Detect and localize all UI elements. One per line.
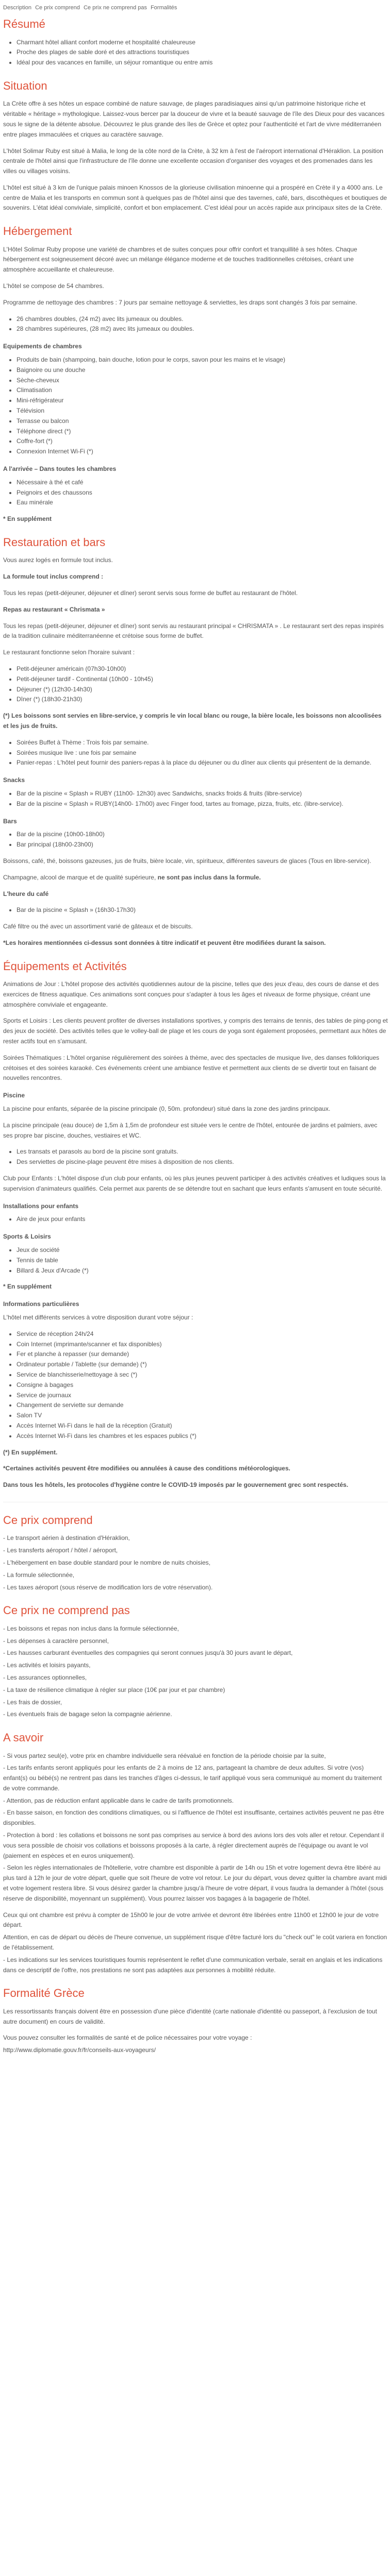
- sports-list: [3, 1245, 388, 1276]
- list-item: • Charmant hôtel alliant confort moderne et hospitalité chaleureuse: [17, 38, 388, 48]
- list-item: • Des serviettes de piscine-plage peuvent être mises à disposition de nos clients.: [17, 1157, 388, 1167]
- activites-paragraph: Sports et Loisirs : Les clients peuvent profiter de diverses installations sportives, y compris des terrains de tennis, des tables de ping-pong et des jeux de société. Des activités telles que le volley-ball de plage et les cours de yoga sont également proposées, permettant aux hôtes de rester actifs tout en s'amusant.: [3, 1017, 388, 1045]
- situation-paragraph: L'hôtel est situé à 3 km de l'unique palais minoen Knossos de la glorieuse civilisation minoenne qui a prospéré en Crète il y a 4000 ans. Le centre de Malia et les transports en commun sont à quelques pas de l'hôtel ainsi que des tavernes, café, bars, discothèques et boutiques de souvenirs. L'état idéal conviviale, simplicité, confort et bon emplacement. C'est idéal pour un accès rapide aux principaux sites de la Crète.: [3, 183, 387, 212]
- list-item: • Salon TV: [17, 1411, 388, 1421]
- supplement-note: * En supplément: [3, 1283, 52, 1291]
- restauration-paragraph: Café filtre ou thé avec un assortiment varié de gâteaux et de biscuits.: [3, 923, 193, 930]
- restauration-paragraph: Boissons, café, thé, boissons gazeuses, jus de fruits, bière locale, vin, spiritueux, différentes saveurs de glaces (Tous en libre-service).: [3, 857, 371, 865]
- enfants-list: [3, 1214, 388, 1225]
- activites-paragraph: Club pour Enfants : L'hôtel dispose d'un club pour enfants, où les plus jeunes peuvent participer à des activités créatives et ludiques sous la supervision d'animateurs qualifiés. Cela permet aux parents de se détendre tout en sachant que leurs enfants s'amusent en toute sécurité.: [3, 1175, 386, 1192]
- ne-comprend-line: - Les frais de dossier,: [3, 1698, 62, 1706]
- a-savoir-line: - En basse saison, en fonction des conditions climatiques, ou si l'affluence de l'hôtel est insuffisante, certaines activités peuvent ne pas être disponibles.: [3, 1809, 384, 1827]
- comprend-line: - L'hébergement en base double standard pour le nombre de nuits choisies,: [3, 1558, 210, 1566]
- restauration-paragraph: Vous aurez logés en formule tout inclus.: [3, 556, 113, 564]
- a-savoir-line: - Si vous partez seul(e), votre prix en chambre individuelle sera réévalué en fonction de la période choisie par la suite,: [3, 1752, 326, 1759]
- list-item: • Fer et planche à repasser (sur demande): [17, 1349, 388, 1360]
- cafe-list: [3, 905, 388, 916]
- list-item: • Connexion Internet Wi-Fi (*): [17, 447, 388, 457]
- activites-paragraph: L'hôtel met différents services à votre disposition durant votre séjour :: [3, 1314, 193, 1321]
- comprend-title: Ce prix comprend: [3, 1513, 93, 1527]
- vin-note: (*) Les boissons sont servies en libre-service, y compris le vin local blanc ou rouge, la bière locale, les boissons non alcoolisées et les jus de fruits.: [3, 712, 382, 730]
- ne-comprend-line: - Les activités et loisirs payants,: [3, 1662, 91, 1669]
- formalite-paragraph: Vous pouvez consulter les formalités de santé et de police nécessaires pour votre voyage :: [3, 2034, 252, 2042]
- list-item: • Bar de la piscine « Splash » RUBY (11h00- 12h30) avec Sandwichs, snacks froids & fruits (libre-service): [17, 789, 388, 799]
- a-savoir-title: A savoir: [3, 1731, 44, 1744]
- situation-paragraph: L'hôtel Solimar Ruby est situé à Malia, le long de la côte nord de la Crète, à 32 km à l'est de l'aéroport international d'Héraklion. La position centrale de l'hôtel ainsi que l'infrastructure de l'île donne une excellente occasion d'organiser des voyages et des promenades dans les villes ou villages voisins.: [3, 147, 383, 175]
- list-item: • Bar de la piscine « Splash » RUBY(14h00- 17h00) avec Finger food, tartes au fromage, pizza, fruits, etc. (libre-service).: [17, 799, 388, 809]
- list-item: • Proche des plages de sable doré et des attractions touristiques: [17, 47, 388, 58]
- ne-comprend-line: - Les hausses carburant éventuelles des compagnies qui seront connues jusqu'à 30 jours avant le départ,: [3, 1649, 293, 1657]
- list-item: • Panier-repas : L'hôtel peut fournir des paniers-repas à la place du déjeuner ou du dîner aux clients qui présentent de la demande.: [17, 758, 388, 768]
- enfants-heading: Installations pour enfants: [3, 1202, 79, 1210]
- list-item: • Tennis de table: [17, 1256, 388, 1266]
- piscine-heading: Piscine: [3, 1092, 25, 1099]
- restauration-title: Restauration et bars: [3, 536, 106, 549]
- ne-comprend-line: - Les boissons et repas non inclus dans la formule sélectionnée,: [3, 1624, 179, 1632]
- list-item: • 26 chambres doubles, (24 m2) avec lits jumeaux ou doubles.: [17, 314, 388, 325]
- list-item: • Service de journaux: [17, 1391, 388, 1401]
- infos-heading: Informations particulières: [3, 1300, 79, 1308]
- comprend-line: - Les transferts aéroport / hôtel / aéroport,: [3, 1547, 118, 1554]
- restauration-paragraph: Le restaurant fonctionne selon l'horaire suivant :: [3, 649, 135, 656]
- comprend-line: - Les taxes aéroport (sous réserve de modification lors de votre réservation).: [3, 1583, 213, 1591]
- ne-comprend-line: - Les assurances optionnelles,: [3, 1673, 87, 1681]
- activites-paragraph: La piscine principale (eau douce) de 1,5m à 1,5m de profondeur est située vers le centre de l'hôtel, entourée de jardins et palmiers, avec ses propre bar piscine, douches, vestiaires et WC.: [3, 1121, 378, 1139]
- list-item: • Bar de la piscine (10h00-18h00): [17, 829, 388, 840]
- horaires-list: [3, 664, 388, 705]
- tab-bar: [3, 3, 388, 12]
- activites-title: Équipements et Activités: [3, 959, 127, 973]
- formalite-link[interactable]: http://www.diplomatie.gouv.fr/fr/conseils-aux-voyageurs/: [3, 2046, 156, 2054]
- restauration-paragraph: Tous les repas (petit-déjeuner, déjeuner et dîner) sont servis au restaurant principal « CHRISMATA » . Le restaurant sert des repas inspirés de la tradition culinaire méditerranéenne et crétoise sous forme de buffet.: [3, 622, 384, 640]
- list-item: • Téléphone direct (*): [17, 427, 388, 437]
- list-item: • Produits de bain (shampoing, bain douche, lotion pour le corps, savon pour les mains et le visage): [17, 355, 388, 365]
- bars-list: [3, 829, 388, 850]
- restauration-paragraph: Tous les repas (petit-déjeuner, déjeuner et dîner) seront servis sous forme de buffet au restaurant de l'hôtel.: [3, 589, 298, 597]
- list-item: • Climatisation: [17, 385, 388, 396]
- list-item: • Soirées Buffet à Thème : Trois fois par semaine.: [17, 738, 388, 748]
- list-item: • Bar de la piscine « Splash » (16h30-17h30): [17, 905, 388, 916]
- resume-title: Résumé: [3, 18, 45, 31]
- meteo-warning: *Certaines activités peuvent être modifiées ou annulées à cause des conditions météorologiques.: [3, 1465, 290, 1472]
- equipements-heading: Equipements de chambres: [3, 343, 82, 350]
- situation-title: Situation: [3, 79, 47, 92]
- bars-heading: Bars: [3, 817, 17, 825]
- situation-paragraph: La Crète offre à ses hôtes un espace combiné de nature sauvage, de plages paradisiaques ainsi qu'un patrimoine historique riche et véritable « héritage » mythologique. Laissez-vous bercer par la douceur de vivre et la beauté sauvage de l'île des Dieux pour des vacances sous le signe de la détente absolue. Découvrez le plus grande des îles de Grèce et optez pour l'authenticité et l'art de vivre méditerranéen entre plages immaculées et criques au caractère sauvage.: [3, 100, 385, 138]
- comprend-line: - La formule sélectionnée,: [3, 1571, 75, 1579]
- supplement-note: * En supplément: [3, 515, 52, 523]
- list-item: • Accès Internet Wi-Fi dans le hall de la réception (Gratuit): [17, 1421, 388, 1431]
- hebergement-title: Hébergement: [3, 225, 72, 238]
- list-item: • Eau minérale: [17, 498, 388, 508]
- list-item: • Baignoire ou une douche: [17, 365, 388, 376]
- arrivee-heading: A l'arrivée – Dans toutes les chambres: [3, 465, 117, 473]
- list-item: • Changement de serviette sur demande: [17, 1400, 388, 1411]
- formule-label: La formule tout inclus comprend :: [3, 573, 104, 581]
- list-item: • Jeux de société: [17, 1245, 388, 1256]
- list-item: • Dîner (*) (18h30-21h30): [17, 694, 388, 705]
- hebergement-paragraph: Programme de nettoyage des chambres : 7 jours par semaine nettoyage & serviettes, les draps sont changés 3 fois par semaine.: [3, 298, 357, 306]
- sports-heading: Sports & Loisirs: [3, 1233, 51, 1241]
- ne-comprend-line: - Les éventuels frais de bagage selon la compagnie aérienne.: [3, 1710, 172, 1718]
- restauration-paragraph: Champagne, alcool de marque et de qualité supérieure, ne sont pas inclus dans la formule.: [3, 873, 261, 881]
- list-item: • Mini-réfrigérateur: [17, 396, 388, 406]
- covid-warning: Dans tous les hôtels, les protocoles d'hygiène contre le COVID-19 imposés par le gouvernement grec sont respectés.: [3, 1481, 349, 1489]
- snacks-list: [3, 789, 388, 809]
- a-savoir-line: - Les tarifs enfants seront appliqués pour les enfants de 2 à moins de 12 ans, partageant la chambre de deux adultes. Si votre (vos) enfant(s) ou bébé(s) ne rentrent pas dans les tranches d'âges ci-dessus, le tarif appliqué vous sera communiqué au moment du traitement de votre commande.: [3, 1764, 382, 1792]
- list-item: • Service de réception 24h/24: [17, 1329, 388, 1340]
- formalite-title: Formalité Grèce: [3, 1987, 85, 2000]
- list-item: • Déjeuner (*) (12h30-14h30): [17, 685, 388, 695]
- a-savoir-line: Attention, en cas de départ ou décès de l'heure convenue, un supplément risque d'être facturé lors du "check out" le coût variera en fonction de l'établissement.: [3, 1934, 387, 1952]
- list-item: • Soirées musique live : une fois par semaine: [17, 748, 388, 758]
- list-item: • Petit-déjeuner américain (07h30-10h00): [17, 664, 388, 674]
- list-item: • Billard & Jeux d'Arcade (*): [17, 1266, 388, 1276]
- cafe-label: L'heure du café: [3, 890, 49, 897]
- a-savoir-line: - Protection à bord : les collations et boissons ne sont pas comprises au service à bord des avions lors des vols aller et retour. Cependant il vous sera possible de choisir vos collations et boissons proposés à la carte, à régler directement auprès de l'équipage ou avant le vol (paiement en espèces et en euros uniquement).: [3, 1832, 384, 1859]
- supplement-note: (*) En supplément.: [3, 1448, 58, 1456]
- ne-comprend-line: - La taxe de résilience climatique à régler sur place (10€ par jour et par chambre): [3, 1686, 225, 1693]
- a-savoir-line: Ceux qui ont chambre est prévu à compter de 15h00 le jour de votre arrivée et devront être libérées entre 11h00 et 12h00 le jour de votre départ.: [3, 1911, 379, 1929]
- list-item: • Coffre-fort (*): [17, 436, 388, 447]
- list-item: • Bar principal (18h00-23h00): [17, 840, 388, 850]
- list-item: • Ordinateur portable / Tablette (sur demande) (*): [17, 1360, 388, 1370]
- services-list: [3, 1329, 388, 1442]
- activites-paragraph: Soirées Thématiques : L'hôtel organise régulièrement des soirées à thème, avec des spectacles de musique live, des danses folkloriques crétoises et des soirées karaoké. Ces événements créent une ambiance festive et permettent aux clients de se divertir tout en faisant de nouvelles rencontres.: [3, 1054, 380, 1082]
- list-item: • 28 chambres supérieures, (28 m2) avec lits jumeaux ou doubles.: [17, 324, 388, 334]
- list-item: • Télévision: [17, 406, 388, 416]
- piscine-list: [3, 1147, 388, 1167]
- snacks-heading: Snacks: [3, 776, 25, 784]
- rooms-list: [3, 314, 388, 335]
- list-item: • Terrasse ou balcon: [17, 416, 388, 427]
- ne-comprend-line: - Les dépenses à caractère personnel,: [3, 1637, 109, 1645]
- horaires-note: *Les horaires mentionnées ci-dessus sont données à titre indicatif et peuvent être modifiées durant la saison.: [3, 939, 326, 946]
- hebergement-paragraph: L'Hôtel Solimar Ruby propose une variété de chambres et de suites conçues pour offrir confort et tranquillité à ses hôtes. Chaque hébergement est soigneusement décoré avec un mélange élégance moderne et de touches traditionnelles crétoises, créant une atmosphère accueillante et chaleureuse.: [3, 245, 357, 274]
- comprend-line: - Le transport aérien à destination d'Héraklion,: [3, 1534, 130, 1542]
- list-item: • Consigne à bagages: [17, 1380, 388, 1391]
- arrivee-list: [3, 478, 388, 508]
- list-item: • Nécessaire à thé et café: [17, 478, 388, 488]
- a-savoir-line: - Attention, pas de réduction enfant applicable dans le cadre de tarifs promotionnels.: [3, 1797, 234, 1804]
- tab-ce-prix-comprend[interactable]: Ce prix comprend: [35, 5, 80, 11]
- hebergement-paragraph: L'hôtel se compose de 54 chambres.: [3, 282, 104, 290]
- list-item: • Les transats et parasols au bord de la piscine sont gratuits.: [17, 1147, 388, 1157]
- list-item: • Coin Internet (imprimante/scanner et fax disponibles): [17, 1340, 388, 1350]
- list-item: • Peignoirs et des chaussons: [17, 488, 388, 498]
- soirees-list: [3, 738, 388, 768]
- resume-list: [3, 38, 388, 68]
- a-savoir-line: - Les indications sur les services touristiques fournis représentent le reflet d'une communication verbale, serait en anglais et les indications dans ce descriptif de l'offre, nos prestations ne sont pas adaptées aux personnes à mobilité réduite.: [3, 1956, 383, 1974]
- list-item: • Petit-déjeuner tardif - Continental (10h00 - 10h45): [17, 674, 388, 685]
- a-savoir-line: - Selon les règles internationales de l'hôtellerie, votre chambre est disponible à partir de 14h ou 15h et votre logement devra être libéré au plus tard à 12h le jour de votre départ, quelle que soit l'heure de votre vol retour. Le jour du départ, vous devez quitter la chambre avant midi et votre logement restera libre. Si vous désirez garder la chambre jusqu'à l'heure de votre départ, il vous faudra la demander à l'hôtel (sous réserve de disponibilité, moyennant un supplément). Vous pourrez laisser vos bagages à la bagagerie de l'hôtel.: [3, 1864, 387, 1902]
- formalite-paragraph: Les ressortissants français doivent être en possession d'une pièce d'identité (carte nationale d'identité ou passeport, à l'exclusion de tout autre document) en cours de validité.: [3, 2007, 377, 2025]
- equipements-list: [3, 355, 388, 457]
- activites-paragraph: La piscine pour enfants, séparée de la piscine principale (0, 50m. profondeur) situé dans la zone des jardins principaux.: [3, 1105, 331, 1113]
- list-item: • Accès Internet Wi-Fi dans les chambres et les espaces publics (*): [17, 1431, 388, 1442]
- list-item: • Service de blanchisserie/nettoyage à sec (*): [17, 1370, 388, 1380]
- tab-formalites[interactable]: Formalités: [150, 5, 177, 11]
- repas-label: Repas au restaurant « Chrismata »: [3, 605, 105, 613]
- list-item: • Idéal pour des vacances en famille, un séjour romantique ou entre amis: [17, 58, 388, 68]
- list-item: • Sèche-cheveux: [17, 376, 388, 386]
- ne-comprend-title: Ce prix ne comprend pas: [3, 1604, 130, 1617]
- tab-ce-prix-ne-comprend-pas[interactable]: Ce prix ne comprend pas: [83, 5, 147, 11]
- activites-paragraph: Animations de Jour : L'hôtel propose des activités quotidiennes autour de la piscine, telles que des jeux d'eau, des cours de danse et des exercices de fitness aquatique. Ces animations sont conçues pour s'adapter à tous les âges et niveaux de forme physique, créant une atmosphère conviviale et engageante.: [3, 980, 379, 1008]
- tab-description[interactable]: Description: [3, 5, 32, 11]
- list-item: • Aire de jeux pour enfants: [17, 1214, 388, 1225]
